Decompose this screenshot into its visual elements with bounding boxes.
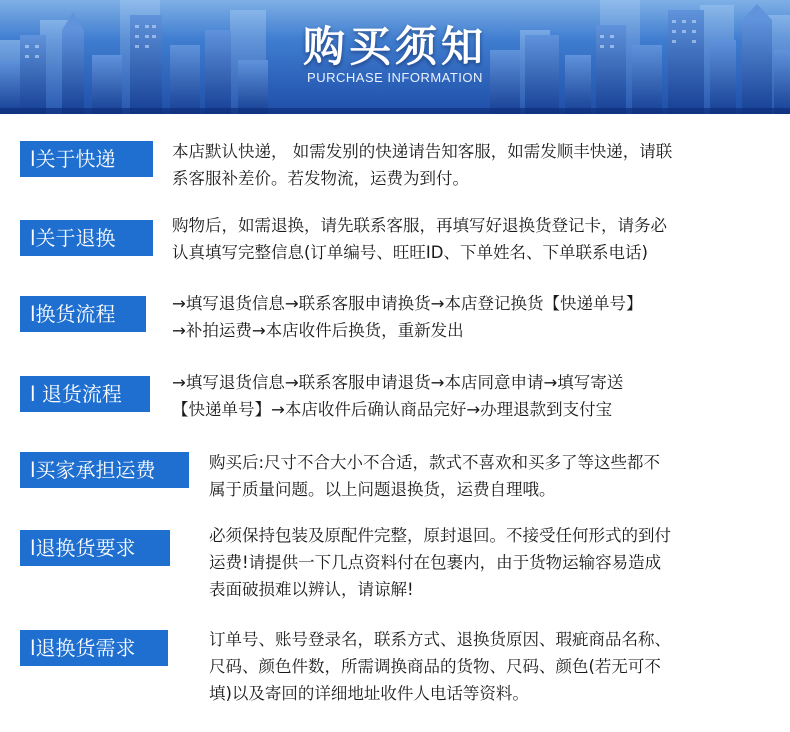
page-subtitle: PURCHASE INFORMATION — [307, 70, 483, 85]
section-text: 本店默认快递， 如需发别的快递请告知客服，如需发顺丰快递，请联 系客服补差价。若发物流，运费为到付。 — [172, 142, 673, 188]
section-text: 购买后:尺寸不合大小不合适，款式不喜欢和买多了等这些都不 属于质量问题。以上问题退换货，运费自理哦。 — [209, 453, 661, 499]
section-text: 购物后，如需退换，请先联系客服，再填写好退换货登记卡，请务必 认真填写完整信息(订单编号、旺旺ID、下单姓名、下单联系电话) — [172, 216, 667, 262]
section-label: l退换货要求 — [20, 530, 170, 566]
section-label: l退换货需求 — [20, 630, 168, 666]
section-label: l买家承担运费 — [20, 452, 189, 488]
section-label: l关于快递 — [20, 141, 153, 177]
section-label: l 退货流程 — [20, 376, 150, 412]
section-text: 必须保持包装及原配件完整，原封退回。不接受任何形式的到付 运费!请提供一下几点资料付在包裹内，由于货物运输容易造成 表面破损难以辨认，请谅解! — [209, 526, 671, 599]
section-label: l关于退换 — [20, 220, 153, 256]
section-text: 订单号、账号登录名，联系方式、退换货原因、瑕疵商品名称、 尺码、颜色件数，所需调换商品的货物、尺码、颜色(若无可不 填)以及寄回的详细地址收件人电话等资料。 — [209, 630, 671, 703]
section-text: →填写退货信息→联系客服申请退货→本店同意申请→填写寄送 【快递单号】→本店收件后确认商品完好→办理退款到支付宝 — [172, 373, 624, 419]
section-label: l换货流程 — [20, 296, 146, 332]
page-title: 购买须知 — [302, 22, 487, 71]
header-banner — [0, 0, 790, 114]
section-text: →填写退货信息→联系客服申请换货→本店登记换货【快递单号】 →补拍运费→本店收件后换货，重新发出 — [172, 294, 643, 340]
